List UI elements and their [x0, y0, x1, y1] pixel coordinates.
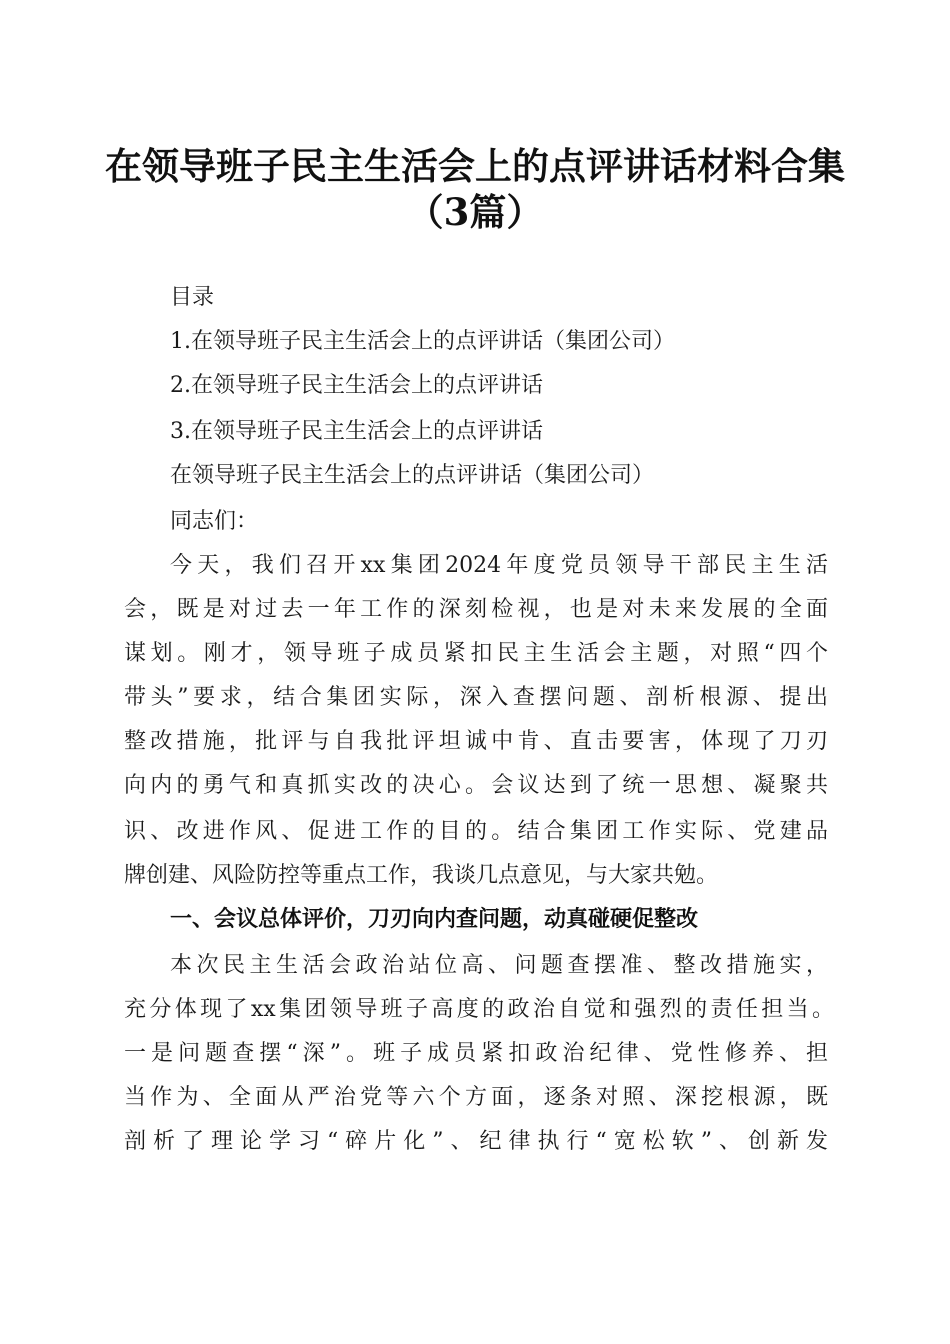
paragraph-2-line-1: 本次民主生活会政治站位高、问题查摆准、整改措施实， — [170, 953, 828, 978]
toc-heading: 目录 — [170, 285, 215, 310]
toc-item-1: 1.在领导班子民主生活会上的点评讲话（集团公司） — [170, 329, 675, 354]
paragraph-1-line-7: 识、改进作风、促进工作的目的。结合集团工作实际、党建品 — [124, 819, 828, 844]
paragraph-1-line-2: 会，既是对过去一年工作的深刻检视，也是对未来发展的全面 — [124, 597, 828, 622]
document-title-line-1: 在领导班子民主生活会上的点评讲话材料合集 — [105, 144, 845, 188]
toc-item-2: 2.在领导班子民主生活会上的点评讲话 — [170, 373, 543, 398]
paragraph-1-line-1: 今天，我们召开xx集团2024年度党员领导干部民主生活 — [170, 553, 828, 578]
document-title-line-2: （3篇） — [406, 190, 544, 234]
salutation: 同志们： — [170, 509, 259, 534]
paragraph-1-line-6: 向内的勇气和真抓实改的决心。会议达到了统一思想、凝聚共 — [124, 773, 828, 798]
article-title: 在领导班子民主生活会上的点评讲话（集团公司） — [170, 463, 655, 488]
section-1-heading: 一、会议总体评价，刀刃向内查问题，动真碰硬促整改 — [170, 907, 699, 932]
paragraph-2-line-2: 充分体现了xx集团领导班子高度的政治自觉和强烈的责任担当。 — [124, 997, 834, 1022]
toc-item-3: 3.在领导班子民主生活会上的点评讲话 — [170, 419, 543, 444]
paragraph-1-line-3: 谋划。刚才，领导班子成员紧扣民主生活会主题，对照“四个 — [124, 641, 828, 666]
paragraph-2-line-4: 当作为、全面从严治党等六个方面，逐条对照、深挖根源，既 — [124, 1085, 828, 1110]
paragraph-1-line-5: 整改措施，批评与自我批评坦诚中肯、直击要害，体现了刀刃 — [124, 729, 828, 754]
paragraph-1-line-8: 牌创建、风险防控等重点工作，我谈几点意见，与大家共勉。 — [124, 863, 719, 888]
paragraph-2-line-3: 一是问题查摆“深”。班子成员紧扣政治纪律、党性修养、担 — [124, 1041, 828, 1066]
paragraph-2-line-5: 剖析了理论学习“碎片化”、纪律执行“宽松软”、创新发 — [124, 1129, 828, 1154]
paragraph-1-line-4: 带头”要求，结合集团实际，深入查摆问题、剖析根源、提出 — [124, 685, 828, 710]
